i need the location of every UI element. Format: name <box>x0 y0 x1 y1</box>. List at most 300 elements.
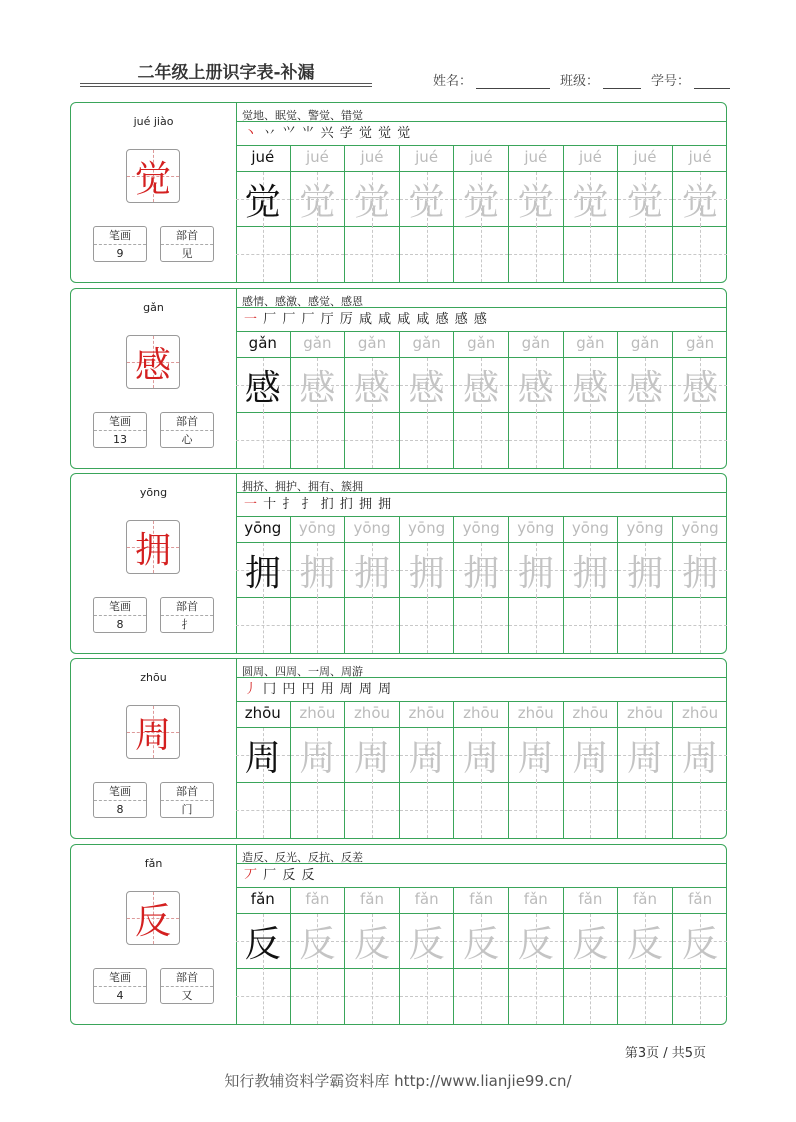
practice-column[interactable] <box>291 145 346 282</box>
practice-pinyin: jué <box>360 148 384 166</box>
practice-pinyin: fǎn <box>414 890 439 908</box>
practice-cell-blank[interactable] <box>673 596 728 653</box>
class-field[interactable] <box>560 70 641 89</box>
practice-cell-trace[interactable] <box>618 913 672 969</box>
character-card <box>70 844 727 1025</box>
practice-column[interactable] <box>454 516 509 653</box>
practice-cell-blank[interactable] <box>291 967 345 1024</box>
practice-cell-blank[interactable] <box>291 781 345 838</box>
character: 拥 <box>134 529 171 571</box>
practice-char: 感 <box>626 367 663 409</box>
practice-cell-blank[interactable] <box>618 225 672 282</box>
practice-pinyin: gǎn <box>576 334 605 352</box>
practice-pinyin: jué <box>305 148 329 166</box>
student-info <box>433 70 740 89</box>
practice-column[interactable] <box>564 331 619 468</box>
practice-char: 拥 <box>299 552 336 594</box>
footer-text: 知行教辅资料学霸资料库 http://www.lianjie99.cn/ <box>224 1072 572 1090</box>
stroke-step: 厂 <box>282 312 297 327</box>
practice-cell-blank[interactable] <box>236 967 290 1024</box>
practice-cell-blank[interactable] <box>509 967 563 1024</box>
practice-cell-trace[interactable] <box>454 357 508 413</box>
practice-cell-blank[interactable] <box>345 781 399 838</box>
practice-column[interactable] <box>400 145 455 282</box>
practice-cell-trace[interactable] <box>291 913 345 969</box>
stroke-step: 周 <box>339 682 354 697</box>
practice-cell-trace[interactable] <box>345 171 399 227</box>
practice-grid <box>236 331 726 468</box>
practice-cell-blank[interactable] <box>673 225 728 282</box>
practice-cell-blank[interactable] <box>400 596 454 653</box>
radical-label: 部首 <box>161 969 213 987</box>
practice-cell-trace[interactable] <box>454 542 508 598</box>
practice-pinyin: yōng <box>408 519 446 537</box>
practice-cell-blank[interactable] <box>400 967 454 1024</box>
practice-grid <box>236 887 726 1024</box>
practice-pinyin: gǎn <box>630 334 660 352</box>
practice-pinyin: jué <box>524 148 548 166</box>
practice-cell-trace[interactable] <box>345 542 399 598</box>
stroke-step: 咸 <box>416 312 431 327</box>
practice-cell-trace[interactable] <box>345 913 399 969</box>
practice-column[interactable] <box>509 887 564 1024</box>
practice-column[interactable] <box>291 887 346 1024</box>
stroke-count-label: 笔画 <box>94 227 146 245</box>
stroke-step: 扪 <box>320 497 335 512</box>
stroke-step: 扌 <box>301 497 316 512</box>
practice-char: 感 <box>299 367 336 409</box>
practice-char: 感 <box>353 367 390 409</box>
practice-char: 周 <box>244 737 281 779</box>
practice-cell-trace[interactable] <box>236 727 290 783</box>
practice-cell-trace[interactable] <box>673 727 728 783</box>
practice-cell-trace[interactable] <box>400 542 454 598</box>
practice-cell-trace[interactable] <box>564 542 618 598</box>
stroke-count: 8 <box>116 803 124 816</box>
word-examples: 感情、感激、感觉、感恩 <box>242 295 363 308</box>
practice-column[interactable] <box>345 145 400 282</box>
radical: 又 <box>181 989 193 1002</box>
practice-cell-trace[interactable] <box>291 357 345 413</box>
stroke-order <box>244 864 315 883</box>
practice-cell-blank[interactable] <box>564 411 618 468</box>
stroke-step: 丆 <box>244 868 259 883</box>
character-pinyin: jué jiào <box>133 115 174 128</box>
stroke-step: 反 <box>301 868 316 883</box>
practice-cell-blank[interactable] <box>400 781 454 838</box>
stroke-step: 厂 <box>301 312 316 327</box>
practice-column[interactable] <box>673 331 728 468</box>
stroke-step: 冂 <box>263 682 278 697</box>
practice-cell-trace[interactable] <box>509 913 563 969</box>
stroke-step: 学 <box>339 126 354 141</box>
stroke-step: 厅 <box>320 312 335 327</box>
practice-grid <box>236 701 726 838</box>
title-underline <box>80 86 372 87</box>
practice-column[interactable] <box>673 701 728 838</box>
practice-cell-blank[interactable] <box>400 225 454 282</box>
practice-column[interactable] <box>618 701 673 838</box>
practice-cell-blank[interactable] <box>291 411 345 468</box>
page-number: 第3页 / 共5页 <box>624 1046 706 1061</box>
stroke-order <box>244 308 488 327</box>
character-card <box>70 288 727 469</box>
character-info <box>71 845 237 1024</box>
practice-column[interactable] <box>618 887 673 1024</box>
practice-pinyin: yōng <box>244 519 282 537</box>
practice-column[interactable] <box>509 145 564 282</box>
practice-cell-blank[interactable] <box>345 225 399 282</box>
practice-column[interactable] <box>673 887 728 1024</box>
practice-area <box>236 845 726 1024</box>
character-card <box>70 658 727 839</box>
practice-column[interactable] <box>400 331 455 468</box>
practice-column[interactable] <box>291 331 346 468</box>
radical-box <box>160 597 214 633</box>
practice-pinyin: fǎn <box>359 890 384 908</box>
practice-cell-blank[interactable] <box>236 781 290 838</box>
practice-pinyin: zhōu <box>682 704 719 722</box>
practice-cell-trace[interactable] <box>291 542 345 598</box>
practice-cell-trace[interactable] <box>564 727 618 783</box>
practice-cell-trace[interactable] <box>291 727 345 783</box>
practice-char: 周 <box>463 737 500 779</box>
practice-column[interactable] <box>345 331 400 468</box>
radical: 扌 <box>181 618 193 631</box>
practice-cell-blank[interactable] <box>618 781 672 838</box>
practice-pinyin: zhōu <box>299 704 336 722</box>
practice-char: 反 <box>463 923 500 965</box>
practice-cell-blank[interactable] <box>454 411 508 468</box>
practice-cell-trace[interactable] <box>291 171 345 227</box>
practice-pinyin: jué <box>251 148 275 166</box>
practice-cell-blank[interactable] <box>291 225 345 282</box>
practice-cell-trace[interactable] <box>673 171 728 227</box>
character-pinyin: yōng <box>139 486 168 499</box>
practice-pinyin: zhōu <box>353 704 391 722</box>
practice-cell-trace[interactable] <box>236 171 290 227</box>
practice-column[interactable] <box>400 701 455 838</box>
practice-cell-trace[interactable] <box>345 357 399 413</box>
character-info <box>71 659 237 838</box>
stroke-step: 兴 <box>320 126 335 141</box>
practice-pinyin: gǎn <box>303 334 332 352</box>
practice-char: 反 <box>244 923 281 965</box>
practice-column[interactable] <box>673 516 728 653</box>
character: 周 <box>134 714 171 756</box>
radical-label: 部首 <box>161 783 213 801</box>
practice-pinyin: zhōu <box>408 704 445 722</box>
practice-char: 拥 <box>682 552 719 594</box>
practice-cell-trace[interactable] <box>509 542 563 598</box>
practice-column[interactable] <box>509 331 564 468</box>
practice-pinyin: jué <box>633 148 657 166</box>
character-card <box>70 102 727 283</box>
word-examples: 拥挤、拥护、拥有、簇拥 <box>242 480 363 493</box>
character-box <box>126 335 180 389</box>
character: 觉 <box>134 158 171 200</box>
practice-pinyin: gǎn <box>248 334 277 352</box>
practice-column[interactable] <box>454 887 509 1024</box>
practice-char: 周 <box>353 737 390 779</box>
practice-column[interactable] <box>673 145 728 282</box>
practice-cell-trace[interactable] <box>454 727 508 783</box>
practice-cell-trace[interactable] <box>673 357 728 413</box>
practice-column[interactable] <box>345 701 400 838</box>
practice-pinyin: yōng <box>571 519 609 537</box>
practice-char: 觉 <box>353 181 390 223</box>
stroke-step: 觉 <box>378 126 393 141</box>
practice-cell-trace[interactable] <box>618 171 672 227</box>
practice-cell-blank[interactable] <box>673 781 728 838</box>
practice-cell-blank[interactable] <box>564 596 618 653</box>
stroke-step: ⺍ <box>282 126 297 141</box>
practice-column[interactable] <box>564 701 619 838</box>
practice-pinyin: yōng <box>298 519 336 537</box>
practice-cell-blank[interactable] <box>454 225 508 282</box>
practice-cell-blank[interactable] <box>509 781 563 838</box>
stroke-count: 9 <box>116 247 124 260</box>
character-info <box>71 103 237 282</box>
practice-char: 周 <box>682 737 719 779</box>
practice-column[interactable] <box>345 887 400 1024</box>
stroke-step: 周 <box>358 682 373 697</box>
practice-cell-blank[interactable] <box>454 967 508 1024</box>
practice-cell-trace[interactable] <box>564 913 618 969</box>
character-pinyin: fǎn <box>144 857 163 870</box>
practice-cell-blank[interactable] <box>236 411 290 468</box>
practice-cell-blank[interactable] <box>345 596 399 653</box>
stroke-step: 感 <box>473 312 488 327</box>
practice-cell-trace[interactable] <box>454 913 508 969</box>
practice-area <box>236 659 726 838</box>
practice-pinyin: fǎn <box>523 890 548 908</box>
practice-cell-trace[interactable] <box>400 171 454 227</box>
character-box <box>126 149 180 203</box>
name-label: 姓名： <box>433 74 473 89</box>
stroke-step: 反 <box>282 868 297 883</box>
practice-cell-blank[interactable] <box>673 967 728 1024</box>
stroke-step: 厂 <box>263 868 278 883</box>
stroke-count-box <box>93 782 147 818</box>
stroke-order <box>244 493 392 512</box>
practice-column[interactable] <box>454 331 509 468</box>
character-pinyin: gǎn <box>143 301 164 314</box>
practice-cell-trace[interactable] <box>509 727 563 783</box>
practice-char: 感 <box>463 367 500 409</box>
practice-cell-trace[interactable] <box>236 913 290 969</box>
practice-column[interactable] <box>564 887 619 1024</box>
practice-char: 觉 <box>517 181 554 223</box>
practice-cell-blank[interactable] <box>618 411 672 468</box>
practice-char: 觉 <box>408 181 445 223</box>
practice-char: 觉 <box>244 181 281 223</box>
practice-column[interactable] <box>618 331 673 468</box>
practice-char: 感 <box>408 367 445 409</box>
practice-cell-trace[interactable] <box>236 542 290 598</box>
practice-cell-blank[interactable] <box>400 411 454 468</box>
stroke-step: 厂 <box>263 312 278 327</box>
character-info <box>71 474 237 653</box>
practice-pinyin: jué <box>415 148 439 166</box>
practice-cell-blank[interactable] <box>509 225 563 282</box>
practice-char: 周 <box>299 737 336 779</box>
practice-pinyin: gǎn <box>357 334 387 352</box>
character-box <box>126 520 180 574</box>
number-field[interactable] <box>651 70 730 89</box>
stroke-step: 円 <box>282 682 297 697</box>
practice-column[interactable] <box>236 145 291 282</box>
practice-grid <box>236 516 726 653</box>
practice-cell-trace[interactable] <box>509 171 563 227</box>
practice-char: 觉 <box>682 181 719 223</box>
practice-pinyin: zhōu <box>626 704 664 722</box>
practice-column[interactable] <box>236 701 291 838</box>
radical-label: 部首 <box>161 598 213 616</box>
stroke-step: 厉 <box>339 312 354 327</box>
practice-char: 拥 <box>626 552 663 594</box>
practice-pinyin: yōng <box>626 519 664 537</box>
stroke-count-label: 笔画 <box>94 969 146 987</box>
practice-column[interactable] <box>236 331 291 468</box>
practice-char: 拥 <box>408 552 445 594</box>
stroke-step: 周 <box>378 682 393 697</box>
word-examples: 觉地、眠觉、警觉、错觉 <box>242 109 363 122</box>
practice-char: 拥 <box>572 552 609 594</box>
practice-column[interactable] <box>400 516 455 653</box>
practice-cell-blank[interactable] <box>673 411 728 468</box>
practice-cell-trace[interactable] <box>345 727 399 783</box>
practice-char: 觉 <box>463 181 500 223</box>
practice-cell-blank[interactable] <box>236 225 290 282</box>
class-label: 班级： <box>560 74 600 89</box>
practice-column[interactable] <box>564 516 619 653</box>
practice-char: 周 <box>408 737 445 779</box>
radical-label: 部首 <box>161 227 213 245</box>
radical-box <box>160 782 214 818</box>
practice-cell-trace[interactable] <box>673 542 728 598</box>
practice-char: 反 <box>408 923 445 965</box>
practice-cell-blank[interactable] <box>564 225 618 282</box>
radical: 门 <box>181 803 193 816</box>
practice-cell-trace[interactable] <box>236 357 290 413</box>
stroke-count: 4 <box>116 989 124 1002</box>
stroke-count-label: 笔画 <box>94 413 146 431</box>
practice-cell-blank[interactable] <box>454 781 508 838</box>
stroke-step: 扪 <box>339 497 354 512</box>
character-info <box>71 289 237 468</box>
practice-cell-trace[interactable] <box>454 171 508 227</box>
practice-pinyin: fǎn <box>688 890 713 908</box>
practice-cell-trace[interactable] <box>400 913 454 969</box>
practice-char: 反 <box>517 923 554 965</box>
practice-pinyin: jué <box>469 148 493 166</box>
practice-pinyin: fǎn <box>632 890 657 908</box>
practice-char: 感 <box>682 367 719 409</box>
practice-cell-blank[interactable] <box>291 596 345 653</box>
practice-pinyin: gǎn <box>412 334 441 352</box>
practice-cell-blank[interactable] <box>236 596 290 653</box>
character-box <box>126 705 180 759</box>
practice-cell-trace[interactable] <box>564 171 618 227</box>
practice-cell-blank[interactable] <box>618 596 672 653</box>
stroke-count-box <box>93 597 147 633</box>
practice-column[interactable] <box>236 887 291 1024</box>
practice-pinyin: zhōu <box>572 704 609 722</box>
practice-cell-blank[interactable] <box>454 596 508 653</box>
practice-column[interactable] <box>454 145 509 282</box>
practice-char: 感 <box>572 367 609 409</box>
practice-cell-blank[interactable] <box>509 596 563 653</box>
practice-column[interactable] <box>236 516 291 653</box>
practice-column[interactable] <box>618 516 673 653</box>
practice-char: 拥 <box>353 552 390 594</box>
radical-box <box>160 968 214 1004</box>
stroke-step: 扌 <box>282 497 297 512</box>
stroke-step: 觉 <box>397 126 412 141</box>
stroke-count-box <box>93 412 147 448</box>
practice-cell-trace[interactable] <box>618 727 672 783</box>
practice-pinyin: fǎn <box>469 890 494 908</box>
practice-cell-blank[interactable] <box>345 411 399 468</box>
stroke-count: 13 <box>113 433 127 446</box>
radical: 心 <box>181 433 193 446</box>
practice-pinyin: gǎn <box>467 334 496 352</box>
practice-column[interactable] <box>564 145 619 282</box>
practice-column[interactable] <box>400 887 455 1024</box>
practice-cell-blank[interactable] <box>564 967 618 1024</box>
stroke-step: 感 <box>435 312 450 327</box>
practice-char: 觉 <box>299 181 336 223</box>
radical-label: 部首 <box>161 413 213 431</box>
practice-cell-blank[interactable] <box>345 967 399 1024</box>
practice-column[interactable] <box>291 516 346 653</box>
stroke-count-label: 笔画 <box>94 783 146 801</box>
practice-cell-trace[interactable] <box>400 357 454 413</box>
practice-cell-blank[interactable] <box>564 781 618 838</box>
practice-column[interactable] <box>291 701 346 838</box>
practice-pinyin: gǎn <box>685 334 715 352</box>
practice-pinyin: fǎn <box>305 890 330 908</box>
stroke-step: 丷 <box>263 126 278 141</box>
practice-column[interactable] <box>345 516 400 653</box>
practice-cell-blank[interactable] <box>509 411 563 468</box>
practice-cell-trace[interactable] <box>673 913 728 969</box>
radical-box <box>160 226 214 262</box>
stroke-step: 咸 <box>378 312 393 327</box>
practice-char: 感 <box>244 367 281 409</box>
stroke-step: 感 <box>454 312 469 327</box>
practice-cell-trace[interactable] <box>618 542 672 598</box>
title-underline <box>80 83 372 84</box>
practice-char: 拥 <box>244 552 281 594</box>
practice-column[interactable] <box>454 701 509 838</box>
name-field[interactable] <box>433 70 550 89</box>
stroke-step: 拥 <box>358 497 373 512</box>
practice-column[interactable] <box>618 145 673 282</box>
practice-cell-trace[interactable] <box>618 357 672 413</box>
stroke-step: 一 <box>244 312 259 327</box>
practice-column[interactable] <box>509 701 564 838</box>
practice-cell-blank[interactable] <box>618 967 672 1024</box>
practice-cell-trace[interactable] <box>400 727 454 783</box>
practice-char: 反 <box>299 923 336 965</box>
practice-cell-trace[interactable] <box>564 357 618 413</box>
practice-area <box>236 289 726 468</box>
practice-column[interactable] <box>509 516 564 653</box>
practice-cell-trace[interactable] <box>509 357 563 413</box>
character-pinyin: zhōu <box>140 671 167 684</box>
